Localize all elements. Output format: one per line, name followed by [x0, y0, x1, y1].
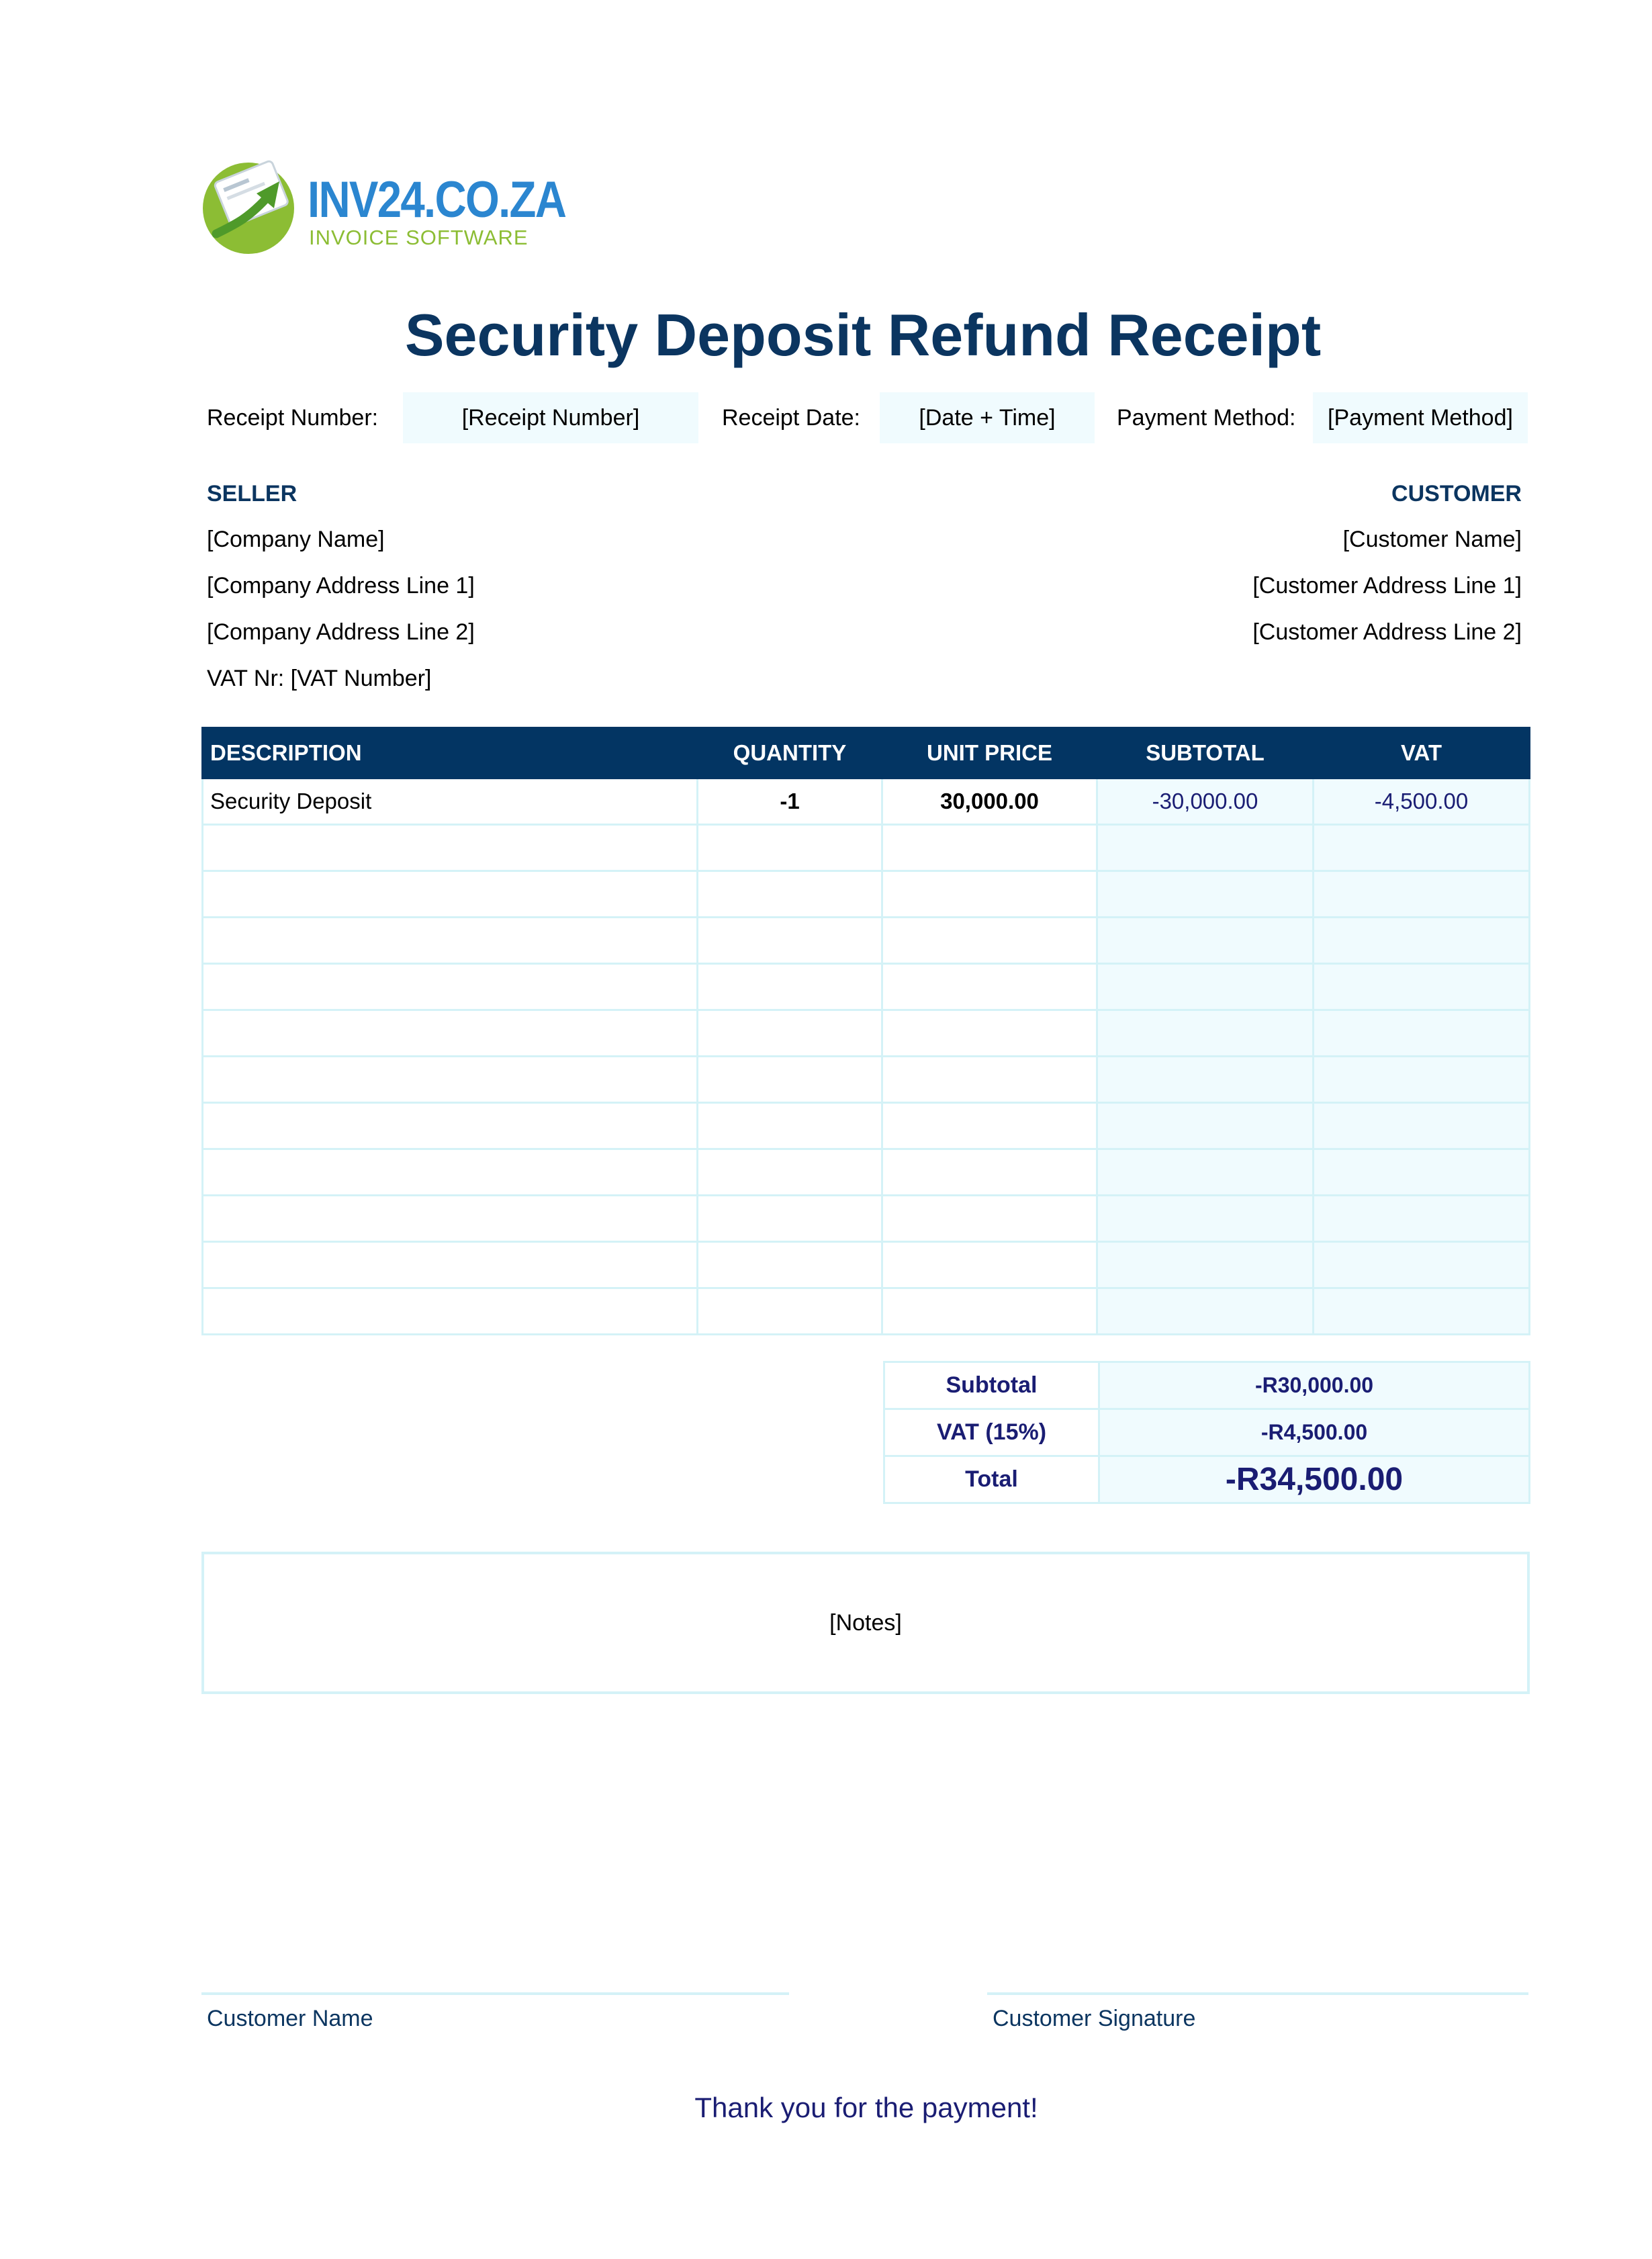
customer-name: [Customer Name]: [1342, 527, 1522, 552]
item-unit-price[interactable]: [882, 1057, 1097, 1103]
item-quantity[interactable]: [698, 1103, 882, 1149]
table-row: [203, 779, 1530, 825]
item-unit-price[interactable]: [882, 1010, 1097, 1057]
column-header-description: DESCRIPTION: [203, 728, 698, 779]
item-unit-price[interactable]: [882, 1103, 1097, 1149]
customer-address-line-1: [Customer Address Line 1]: [1252, 573, 1522, 599]
seller-address-line-2: [Company Address Line 2]: [207, 619, 475, 645]
item-quantity[interactable]: [698, 825, 882, 871]
table-row: [203, 871, 1530, 918]
payment-method-label: Payment Method:: [1117, 405, 1296, 431]
item-description[interactable]: [203, 1196, 698, 1242]
item-vat: [1314, 1242, 1530, 1288]
column-header-quantity: QUANTITY: [698, 728, 882, 779]
item-quantity[interactable]: [698, 1242, 882, 1288]
item-vat: [1314, 825, 1530, 871]
item-description[interactable]: [203, 1103, 698, 1149]
line-items-table: [201, 727, 1530, 1335]
vat-row: [884, 1409, 1530, 1456]
logo-tagline: INVOICE SOFTWARE: [309, 226, 529, 249]
item-subtotal: [1097, 1288, 1314, 1335]
item-quantity[interactable]: [698, 964, 882, 1010]
subtotal-row: [884, 1362, 1530, 1409]
vat-label: VAT (15%): [884, 1409, 1099, 1456]
item-quantity[interactable]: -1: [698, 779, 882, 825]
item-quantity[interactable]: [698, 1149, 882, 1196]
customer-signature-label: Customer Signature: [993, 2006, 1196, 2031]
item-description[interactable]: [203, 918, 698, 964]
table-row: [203, 1196, 1530, 1242]
total-row: [884, 1456, 1530, 1503]
item-vat: [1314, 1010, 1530, 1057]
item-subtotal: [1097, 871, 1314, 918]
item-quantity[interactable]: [698, 1057, 882, 1103]
table-row: [203, 1010, 1530, 1057]
item-description[interactable]: [203, 1242, 698, 1288]
table-header-row: [203, 728, 1530, 779]
company-logo: [201, 154, 566, 255]
item-unit-price[interactable]: [882, 871, 1097, 918]
table-row: [203, 1288, 1530, 1335]
notes-box[interactable]: [201, 1552, 1530, 1694]
item-unit-price[interactable]: [882, 1242, 1097, 1288]
item-unit-price[interactable]: [882, 964, 1097, 1010]
table-row: [203, 1149, 1530, 1196]
item-unit-price[interactable]: [882, 825, 1097, 871]
logo-wordmark: INV24.CO.ZA: [308, 171, 566, 228]
seller-heading: SELLER: [207, 481, 297, 506]
item-quantity[interactable]: [698, 871, 882, 918]
item-vat: [1314, 918, 1530, 964]
receipt-number-label: Receipt Number:: [207, 405, 379, 431]
logo-icon: [201, 154, 302, 255]
item-vat: [1314, 1149, 1530, 1196]
customer-address-line-2: [Customer Address Line 2]: [1252, 619, 1522, 645]
item-quantity[interactable]: [698, 1288, 882, 1335]
item-quantity[interactable]: [698, 1010, 882, 1057]
subtotal-value: -R30,000.00: [1099, 1362, 1530, 1409]
item-description[interactable]: [203, 964, 698, 1010]
receipt-number-field[interactable]: [Receipt Number]: [403, 392, 698, 443]
item-vat: [1314, 964, 1530, 1010]
item-subtotal: [1097, 825, 1314, 871]
payment-method-field[interactable]: [Payment Method]: [1313, 392, 1528, 443]
total-label: Total: [884, 1456, 1099, 1503]
item-unit-price[interactable]: 30,000.00: [882, 779, 1097, 825]
table-row: [203, 964, 1530, 1010]
column-header-unit-price: UNIT PRICE: [882, 728, 1097, 779]
item-subtotal: [1097, 1242, 1314, 1288]
receipt-date-field[interactable]: [Date + Time]: [880, 392, 1095, 443]
item-quantity[interactable]: [698, 918, 882, 964]
item-subtotal: [1097, 1010, 1314, 1057]
table-row: [203, 825, 1530, 871]
customer-heading: CUSTOMER: [1391, 481, 1522, 506]
item-vat: -4,500.00: [1314, 779, 1530, 825]
item-unit-price[interactable]: [882, 1288, 1097, 1335]
receipt-date-label: Receipt Date:: [722, 405, 860, 431]
item-description[interactable]: [203, 871, 698, 918]
notes-text: [Notes]: [829, 1609, 902, 1636]
item-subtotal: [1097, 1196, 1314, 1242]
seller-company-name: [Company Name]: [207, 527, 385, 552]
column-header-vat: VAT: [1314, 728, 1530, 779]
item-subtotal: [1097, 918, 1314, 964]
total-value: -R34,500.00: [1099, 1456, 1530, 1503]
item-unit-price[interactable]: [882, 918, 1097, 964]
seller-vat-number: VAT Nr: [VAT Number]: [207, 666, 432, 691]
item-description[interactable]: [203, 1057, 698, 1103]
item-subtotal: -30,000.00: [1097, 779, 1314, 825]
item-vat: [1314, 871, 1530, 918]
column-header-subtotal: SUBTOTAL: [1097, 728, 1314, 779]
customer-name-label: Customer Name: [207, 2006, 373, 2031]
item-quantity[interactable]: [698, 1196, 882, 1242]
item-unit-price[interactable]: [882, 1149, 1097, 1196]
item-description[interactable]: Security Deposit: [203, 779, 698, 825]
item-description[interactable]: [203, 1010, 698, 1057]
document-title: Security Deposit Refund Receipt: [404, 302, 1322, 368]
vat-value: -R4,500.00: [1099, 1409, 1530, 1456]
customer-name-line: [201, 1992, 789, 1995]
item-unit-price[interactable]: [882, 1196, 1097, 1242]
item-vat: [1314, 1103, 1530, 1149]
item-subtotal: [1097, 1103, 1314, 1149]
item-subtotal: [1097, 1057, 1314, 1103]
item-description[interactable]: [203, 1149, 698, 1196]
customer-signature-line: [987, 1992, 1528, 1995]
table-row: [203, 918, 1530, 964]
subtotal-label: Subtotal: [884, 1362, 1099, 1409]
table-row: [203, 1242, 1530, 1288]
item-subtotal: [1097, 964, 1314, 1010]
item-description[interactable]: [203, 1288, 698, 1335]
item-vat: [1314, 1288, 1530, 1335]
totals-table: [883, 1361, 1530, 1504]
item-vat: [1314, 1057, 1530, 1103]
thank-you-message: Thank you for the payment!: [694, 2092, 1038, 2123]
item-vat: [1314, 1196, 1530, 1242]
seller-address-line-1: [Company Address Line 1]: [207, 573, 475, 599]
item-subtotal: [1097, 1149, 1314, 1196]
table-row: [203, 1057, 1530, 1103]
item-description[interactable]: [203, 825, 698, 871]
table-row: [203, 1103, 1530, 1149]
